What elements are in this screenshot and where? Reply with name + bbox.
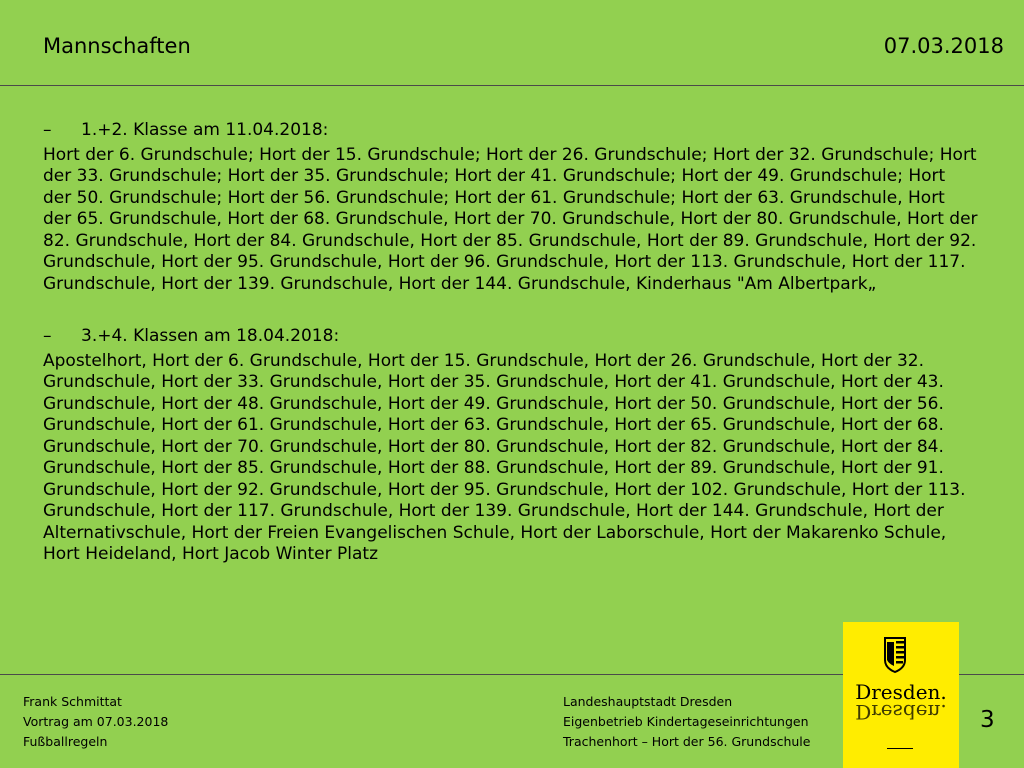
header-divider [0, 85, 1024, 86]
logo-wordmark: Dresden. [855, 680, 947, 704]
page-number: 3 [980, 707, 995, 733]
footer-organization-block [563, 692, 810, 752]
bullet-dash: – [43, 326, 52, 346]
footer-topic: Fußballregeln [23, 734, 108, 749]
footer-talk-date: Vortrag am 07.03.2018 [23, 714, 169, 729]
footer-author-block [23, 692, 168, 752]
footer-city: Landeshauptstadt Dresden [563, 694, 733, 709]
footer-facility: Trachenhort – Hort der 56. Grundschule [563, 734, 811, 749]
bullet-dash: – [43, 120, 52, 140]
slide-content [43, 120, 978, 597]
slide-title: Mannschaften [43, 34, 191, 58]
slide-date: 07.03.2018 [883, 34, 1004, 58]
section-heading [43, 326, 978, 348]
logo-wordmark-reflection: Dresden. [855, 700, 947, 724]
section-paragraph: Apostelhort, Hort der 6. Grundschule, Hort der 15. Grundschule, Hort der 26. Grundschule, Hort der 32. Grundschule, Hort der 33. Grundschule, Hort der 35. Grundschule, Hort der 41. Grundschule, Hort der 43. Grundschule, Hort der 48. Grundschule, Hort der 49. Grundschule, Hort der 50. Grundschule, Hort der 56. Grundschule, Hort der 61. Grundschule, Hort der 63. Grundschule, Hort der 65. Grundschule, Hort der 68. Grundschule, Hort der 70. Grundschule, Hort der 80. Grundschule, Hort der 82. Grundschule, Hort der 84. Grundschule, Hort der 85. Grundschule, Hort der 88. Grundschule, Hort der 89. Grundschule, Hort der 91. Grundschule, Hort der 92. Grundschule, Hort der 95. Grundschule, Hort der 102. Grundschule, Hort der 113. Grundschule, Hort der 117. Grundschule, Hort der 139. Grundschule, Hort der 144. Grundschule, Hort der Alternativschule, Hort der Freien Evangelischen Schule, Hort der Laborschule, Hort der Makarenko Schule, Hort Heideland, Hort Jacob Winter Platz [43, 350, 966, 564]
footer-department: Eigenbetrieb Kindertageseinrichtungen [563, 714, 809, 729]
footer-author: Frank Schmittat [23, 694, 122, 709]
section-heading [43, 120, 978, 142]
section-heading-text: 1.+2. Klasse am 11.04.2018: [81, 120, 329, 140]
section-paragraph: Hort der 6. Grundschule; Hort der 15. Grundschule; Hort der 26. Grundschule; Hort der 32. Grundschule; Hort der 33. Grundschule; Hort der 35. Grundschule; Hort der 41. Grundschule; Hort der 49. Grundschule; Hort der 50. Grundschule; Hort der 56. Grundschule; Hort der 61. Grundschule; Hort der 63. Grundschule, Hort der 65. Grundschule, Hort der 68. Grundschule, Hort der 70. Grundschule, Hort der 80. Grundschule, Hort der 82. Grundschule, Hort der 84. Grundschule, Hort der 85. Grundschule, Hort der 89. Grundschule, Hort der 92. Grundschule, Hort der 95. Grundschule, Hort der 96. Grundschule, Hort der 113. Grundschule, Hort der 117. Grundschule, Hort der 139. Grundschule, Hort der 144. Grundschule, Kinderhaus "Am Albertpark„ [43, 144, 978, 294]
dresden-logo [843, 622, 959, 768]
section-heading-text: 3.+4. Klassen am 18.04.2018: [81, 326, 340, 346]
